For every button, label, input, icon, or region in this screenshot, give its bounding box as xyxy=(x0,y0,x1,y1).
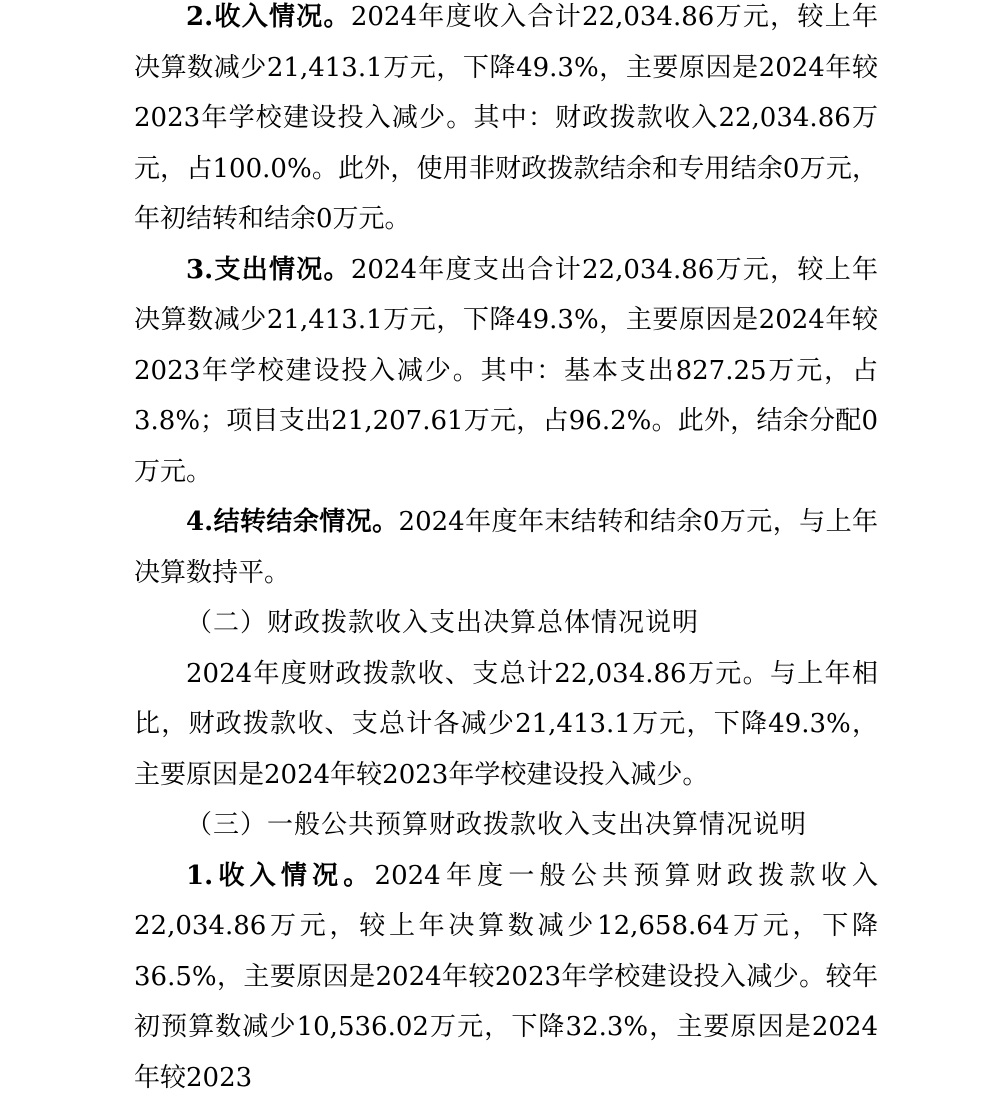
paragraph-body: 2024年度支出合计22,034.86万元，较上年决算数减少21,413.1万元，下降49.3%，主要原因是2024年较2023年学校建设投入减少。其中：基本支出827.25万元，占3.8%；项目支出21,207.61万元，占96.2%。此外，结余分配0万元。 xyxy=(134,255,878,487)
paragraph-lead: 1.收入情况。 xyxy=(186,861,375,891)
paragraph-fiscal-overview: 2024年度财政拨款收、支总计22,034.86万元。与上年相比，财政拨款收、支总计各减少21,413.1万元，下降49.3%，主要原因是2024年较2023年学校建设投入减少。 xyxy=(134,649,878,801)
paragraph-body: 2024年度一般公共预算财政拨款收入22,034.86万元，较上年决算数减少12,658.64万元，下降36.5%，主要原因是2024年较2023年学校建设投入减少。较年初预算数减少10,536.02万元，下降32.3%，主要原因是2024年较2023 xyxy=(134,861,878,1093)
paragraph-lead: 3.支出情况。 xyxy=(186,255,351,285)
paragraph-carryover xyxy=(134,497,878,598)
paragraph-body: 2024年度年末结转和结余0万元，与上年决算数持平。 xyxy=(134,507,878,588)
paragraph-lead: 4.结转结余情况。 xyxy=(186,507,399,537)
paragraph-expenditure xyxy=(134,245,878,498)
paragraph-lead: 2.收入情况。 xyxy=(186,2,351,32)
paragraph-income xyxy=(134,0,878,245)
section-heading-fiscal-overview: （二）财政拨款收入支出决算总体情况说明 xyxy=(134,598,878,649)
document-page xyxy=(134,0,878,1103)
paragraph-general-budget-income xyxy=(134,851,878,1103)
section-heading-general-budget: （三）一般公共预算财政拨款收入支出决算情况说明 xyxy=(134,800,878,851)
paragraph-body: 2024年度收入合计22,034.86万元，较上年决算数减少21,413.1万元，下降49.3%，主要原因是2024年较2023年学校建设投入减少。其中：财政拨款收入22,034.86万元，占100.0%。此外，使用非财政拨款结余和专用结余0万元，年初结转和结余0万元。 xyxy=(134,2,878,234)
